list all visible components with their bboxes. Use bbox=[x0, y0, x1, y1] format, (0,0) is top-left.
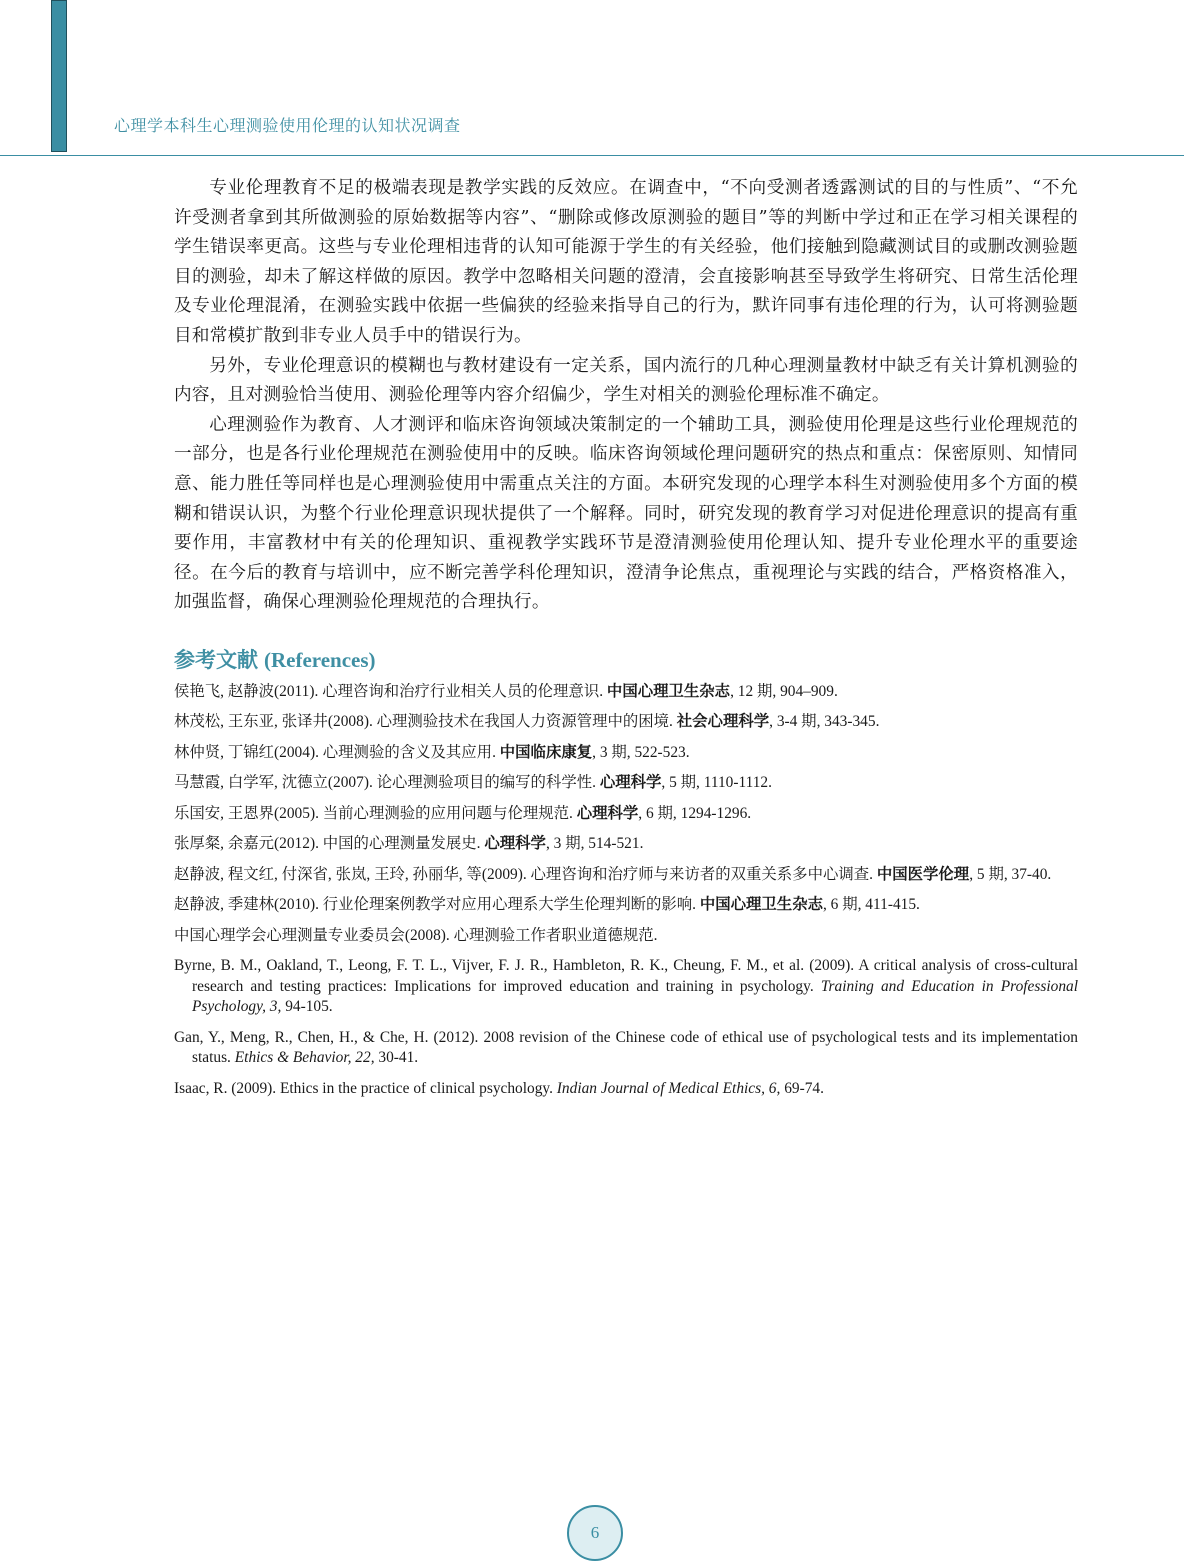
reference-list bbox=[174, 682, 1078, 1100]
reference-journal: Indian Journal of Medical Ethics, 6, bbox=[556, 1079, 781, 1097]
reference-journal: 中国心理卫生杂志 bbox=[699, 896, 823, 914]
reference-item bbox=[174, 865, 1078, 886]
main-content bbox=[174, 174, 1078, 1109]
reference-text: Byrne, B. M., Oakland, T., Leong, F. T. L., Vijver, F. J. R., Hambleton, R. K., Cheung, F. M., et al. (2009). A critical analysis of cross-cultural research and testing practices: Implications for improved education and training in psychology. bbox=[174, 957, 1078, 995]
reference-journal: 心理科学 bbox=[484, 835, 546, 853]
reference-text: Isaac, R. (2009). Ethics in the practice of clinical psychology. bbox=[174, 1079, 557, 1097]
reference-details: , 5 期, 37-40. bbox=[969, 865, 1052, 883]
reference-details: , 6 期, 1294-1296. bbox=[638, 804, 752, 822]
reference-details: , 3-4 期, 343-345. bbox=[769, 713, 880, 731]
reference-text: 侯艳飞, 赵静波(2011). 心理咨询和治疗行业相关人员的伦理意识. bbox=[174, 682, 607, 700]
reference-journal: 中国临床康复 bbox=[499, 743, 593, 761]
reference-details: , 12 期, 904–909. bbox=[730, 682, 838, 700]
body-paragraph-3: 心理测验作为教育、人才测评和临床咨询领域决策制定的一个辅助工具，测验使用伦理是这些行业伦理规范的一部分，也是各行业伦理规范在测验使用中的反映。临床咨询领域伦理问题研究的热点和重点：保密原则、知情同意、能力胜任等同样也是心理测验使用中需重点关注的方面。本研究发现的心理学本科生对测验使用多个方面的模糊和错误认识，为整个行业伦理意识现状提供了一个解释。同时，研究发现的教育学习对促进伦理意识的提高有重要作用，丰富教材中有关的伦理知识、重视教学实践环节是澄清测验使用伦理认知、提升专业伦理水平的重要途径。在今后的教育与培训中，应不断完善学科伦理知识，澄清争论焦点，重视理论与实践的结合，严格资格准入，加强监督，确保心理测验伦理规范的合理执行。 bbox=[174, 414, 1078, 613]
reference-journal: 中国心理卫生杂志 bbox=[606, 682, 731, 700]
reference-details: 94-105. bbox=[281, 998, 333, 1016]
reference-journal: 中国医学伦理 bbox=[876, 865, 970, 883]
page-number: 6 bbox=[590, 1523, 600, 1542]
reference-journal: 社会心理科学 bbox=[676, 713, 770, 731]
reference-text: 林茂松, 王东亚, 张译井(2008). 心理测验技术在我国人力资源管理中的困境. bbox=[174, 713, 677, 731]
references-heading bbox=[174, 644, 1078, 674]
page-number-badge bbox=[567, 1505, 623, 1561]
reference-details: , 3 期, 522-523. bbox=[592, 743, 690, 761]
references-heading-cn: 参考文献 bbox=[174, 647, 258, 672]
reference-text: 张厚粲, 余嘉元(2012). 中国的心理测量发展史. bbox=[174, 835, 485, 853]
reference-item bbox=[174, 834, 1078, 855]
reference-text: 马慧霞, 白学军, 沈德立(2007). 论心理测验项目的编写的科学性. bbox=[174, 774, 600, 792]
reference-item bbox=[174, 956, 1078, 1018]
reference-details: 69-74. bbox=[780, 1079, 824, 1097]
reference-item bbox=[174, 773, 1078, 794]
reference-journal: 心理科学 bbox=[576, 804, 639, 822]
reference-item bbox=[174, 1028, 1078, 1069]
reference-text: 赵静波, 程文红, 付深省, 张岚, 王玲, 孙丽华, 等(2009). 心理咨询和治疗师与来访者的双重关系多中心调查. bbox=[174, 865, 877, 883]
reference-details: 30-41. bbox=[374, 1049, 419, 1067]
reference-journal: Training and Education in Professional Psychology, 3, bbox=[192, 977, 1078, 1016]
reference-item bbox=[174, 1079, 1078, 1100]
reference-text: 中国心理学会心理测量专业委员会(2008). 心理测验工作者职业道德规范. bbox=[174, 926, 658, 944]
reference-details: , 6 期, 411-415. bbox=[822, 896, 920, 914]
reference-text: Gan, Y., Meng, R., Chen, H., & Che, H. (2012). 2008 revision of the Chinese code of ethical use of psychological tests and its implementation status. bbox=[174, 1028, 1078, 1067]
header-accent-bar bbox=[51, 0, 67, 152]
reference-item bbox=[174, 712, 1078, 733]
reference-journal: Ethics & Behavior, 22, bbox=[234, 1049, 375, 1067]
reference-text: 赵静波, 季建林(2010). 行业伦理案例教学对应用心理系大学生伦理判断的影响. bbox=[174, 896, 700, 914]
reference-item bbox=[174, 682, 1078, 703]
references-heading-en: (References) bbox=[264, 647, 376, 672]
header-divider bbox=[0, 155, 1184, 156]
reference-item bbox=[174, 895, 1078, 916]
reference-item bbox=[174, 926, 1078, 947]
body-paragraph-1: 专业伦理教育不足的极端表现是教学实践的反效应。在调查中，“不向受测者透露测试的目的与性质”、“不允许受测者拿到其所做测验的原始数据等内容”、“删除或修改原测验的题目”等的判断中学过和正在学习相关课程的学生错误率更高。这些与专业伦理相违背的认知可能源于学生的有关经验，他们接触到隐藏测试目的或删改测验题目的测验，却未了解这样做的原因。教学中忽略相关问题的澄清，会直接影响甚至导致学生将研究、日常生活伦理及专业伦理混淆，在测验实践中依据一些偏狭的经验来指导自己的行为，默许同事有违伦理的行为，认可将测验题目和常模扩散到非专业人员手中的错误行为。 bbox=[174, 178, 1078, 346]
running-header-title: 心理学本科生心理测验使用伦理的认知状况调查 bbox=[114, 116, 461, 135]
reference-details: , 3 期, 514-521. bbox=[545, 835, 644, 853]
reference-item bbox=[174, 804, 1078, 825]
reference-text: 乐国安, 王恩界(2005). 当前心理测验的应用问题与伦理规范. bbox=[174, 804, 577, 822]
reference-text: 林仲贤, 丁锦红(2004). 心理测验的含义及其应用. bbox=[174, 743, 500, 761]
reference-item bbox=[174, 743, 1078, 764]
body-paragraph-2: 另外，专业伦理意识的模糊也与教材建设有一定关系，国内流行的几种心理测量教材中缺乏有关计算机测验的内容，且对测验恰当使用、测验伦理等内容介绍偏少，学生对相关的测验伦理标准不确定。 bbox=[174, 355, 1078, 406]
reference-details: , 5 期, 1110-1112. bbox=[661, 774, 772, 792]
reference-journal: 心理科学 bbox=[599, 774, 662, 792]
